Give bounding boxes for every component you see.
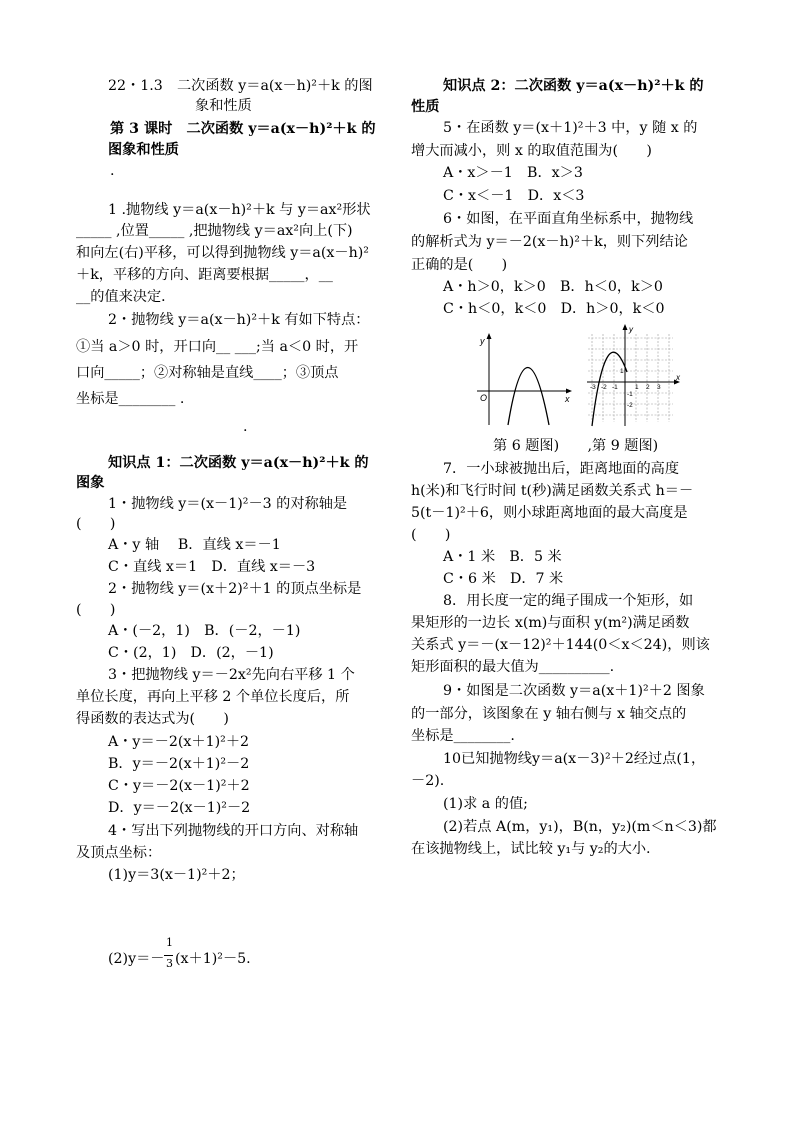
stray-dot: . xyxy=(243,419,248,435)
question-1-options-ab: A・y 轴 B．直线 x＝－1 xyxy=(108,537,281,553)
question-3-option-c: C・y＝－2(x－1)²＋2 xyxy=(108,778,250,794)
y-label: y xyxy=(480,336,485,346)
question-3-option-d: D．y＝－2(x－1)²－2 xyxy=(108,800,251,816)
tick-label: -2 xyxy=(627,402,633,409)
question-3-option-a: A・y＝－2(x＋1)²＋2 xyxy=(108,734,250,750)
question-5-options-ab: A・x＞－1 B．x＞3 xyxy=(443,165,583,181)
y-axis-arrow xyxy=(487,333,492,339)
question-4: 4・写出下列抛物线的开口方向、对称轴 xyxy=(108,823,359,839)
tick-label: 1 xyxy=(620,368,624,375)
question-8-line2: 果矩形的一边长 x(m)与面积 y(m²)满足函数 xyxy=(411,615,690,631)
question-5-line2: 增大而减小，则 x 的取值范围为( ) xyxy=(411,143,652,159)
question-5-options-cd: C・x＜－1 D．x＜3 xyxy=(443,188,585,204)
knowledge-point-1-cont: 图象 xyxy=(76,475,105,491)
figure-9 xyxy=(585,322,685,432)
lesson-title: 第 3 课时 二次函数 y＝a(x－h)²＋k 的 xyxy=(110,121,376,137)
fraction-bar xyxy=(164,955,173,956)
section-title-cont: 象和性质 xyxy=(195,98,252,114)
tick-label: -1 xyxy=(627,391,633,398)
question-1-bracket: ( ) xyxy=(76,516,116,532)
preview-2-line4: 坐标是________ . xyxy=(76,391,185,407)
question-2-options-ab: A・(－2，1) B．(－2，－1) xyxy=(108,623,301,639)
question-3: 3・把抛物线 y＝－2x²先向右平移 1 个 xyxy=(108,667,355,683)
question-8-line3: 关系式 y＝－(x－12)²＋144(0＜x＜24)，则该 xyxy=(411,637,710,653)
parabola xyxy=(508,368,549,426)
tick-label: -2 xyxy=(601,384,607,391)
question-7-bracket: ( ) xyxy=(411,527,451,543)
x-label: x xyxy=(565,394,570,404)
preview-1-line1: 1 .抛物线 y＝a(x－h)²＋k 与 y＝ax²形状 xyxy=(108,202,371,218)
question-6-options-ab: A・h＞0，k＞0 B．h＜0，k＞0 xyxy=(443,279,663,295)
question-6: 6・如图，在平面直角坐标系中，抛物线 xyxy=(443,211,694,227)
y-axis-arrow xyxy=(623,324,628,330)
question-4-line2: 及顶点坐标： xyxy=(76,845,162,861)
question-3-line3: 得函数的表达式为( ) xyxy=(76,711,229,727)
question-4-part-1: (1)y＝3(x－1)²＋2； xyxy=(108,867,245,883)
question-1: 1・抛物线 y＝(x－1)²－3 的对称轴是 xyxy=(108,496,348,512)
x-axis-arrow xyxy=(566,389,572,394)
origin-label: O xyxy=(480,393,488,403)
preview-1-line2: _____ ,位置_____ ,把抛物线 y＝ax²向上(下) xyxy=(76,223,353,239)
question-10-part-2-cont: 在该抛物线上，试比较 y₁与 y₂的大小. xyxy=(411,841,651,857)
question-6-line3: 正确的是( ) xyxy=(411,257,508,273)
question-10-line2: －2). xyxy=(411,773,445,789)
preview-2-line1: 2・抛物线 y＝a(x－h)²＋k 有如下特点： xyxy=(108,312,370,328)
question-6-line2: 的解析式为 y＝－2(x－h)²＋k，则下列结论 xyxy=(411,234,688,250)
fraction-numerator: 1 xyxy=(166,936,173,949)
question-7-options-ab: A・1 米 B．5 米 xyxy=(443,549,562,565)
question-7-line2: h(米)和飞行时间 t(秒)满足函数关系式 h＝－ xyxy=(411,483,694,499)
preview-2-line3: 口向_____；②对称轴是直线____；③顶点 xyxy=(76,365,339,381)
tick-label: 2 xyxy=(646,384,650,391)
x-label: x xyxy=(676,373,680,382)
question-9-line2: 的一部分，该图象在 y 轴右侧与 x 轴交点的 xyxy=(411,706,687,722)
question-7: 7．一小球被抛出后，距离地面的高度 xyxy=(443,461,680,477)
knowledge-point-2-cont: 性质 xyxy=(411,99,440,115)
question-10-part-2: (2)若点 A(m，y₁)，B(n，y₂)(m＜n＜3)都 xyxy=(443,819,717,835)
question-1-options-cd: C・直线 x＝1 D．直线 x＝－3 xyxy=(108,559,316,575)
question-3-line2: 单位长度，再向上平移 2 个单位长度后，所 xyxy=(76,689,350,705)
section-title: 22・1.3 二次函数 y＝a(x－h)²＋k 的图 xyxy=(108,78,373,94)
lesson-title-cont: 图象和性质 xyxy=(108,142,179,158)
y-label: y xyxy=(629,325,633,334)
tick-label: -1 xyxy=(612,384,618,391)
question-7-options-cd: C・6 米 D．7 米 xyxy=(443,571,564,587)
part-2-lhs: (2)y＝－ xyxy=(108,951,165,967)
tick-label: 3 xyxy=(657,384,661,391)
fraction-denominator: 3 xyxy=(166,957,173,970)
question-2-options-cd: C・(2，1) D．(2，－1) xyxy=(108,645,274,661)
preview-1-line4: ＋k，平移的方向、距离要根据_____，__ xyxy=(76,267,333,283)
question-10: 10已知抛物线y＝a(x－3)²＋2经过点(1， xyxy=(443,751,706,767)
question-5: 5・在函数 y＝(x＋1)²＋3 中，y 随 x 的 xyxy=(443,120,698,136)
figure-caption: 第 6 题图) ,第 9 题图) xyxy=(493,438,659,454)
question-8-line4: 矩形面积的最大值为__________. xyxy=(411,659,615,675)
stray-dot: . xyxy=(110,163,115,179)
question-2: 2・抛物线 y＝(x＋2)²＋1 的顶点坐标是 xyxy=(108,581,362,597)
figure-6 xyxy=(475,330,585,430)
question-9: 9・如图是二次函数 y＝a(x＋1)²＋2 图象 xyxy=(443,683,705,699)
knowledge-point-2: 知识点 2：二次函数 y＝a(x－h)²＋k 的 xyxy=(443,78,704,94)
preview-1-line5: __的值来决定． xyxy=(76,289,176,305)
tick-label: 1 xyxy=(635,384,639,391)
question-8: 8．用长度一定的绳子围成一个矩形，如 xyxy=(443,593,694,609)
preview-2-line2: ①当 a＞0 时，开口向__ ___;当 a＜0 时，开 xyxy=(76,339,359,355)
part-2-rhs: (x＋1)²－5. xyxy=(175,951,251,967)
question-2-bracket: ( ) xyxy=(76,602,116,618)
question-6-options-cd: C・h＜0，k＜0 D．h＞0，k＜0 xyxy=(443,301,665,317)
tick-label: -3 xyxy=(590,384,596,391)
preview-1-line3: 和向左(右)平移，可以得到抛物线 y＝a(x－h)² xyxy=(76,245,369,261)
question-7-line3: 5(t－1)²＋6，则小球距离地面的最大高度是 xyxy=(411,505,688,521)
question-3-option-b: B．y＝－2(x＋1)²－2 xyxy=(108,756,250,772)
question-9-line3: 坐标是________. xyxy=(411,728,515,744)
question-10-part-1: (1)求 a 的值; xyxy=(443,796,528,812)
knowledge-point-1: 知识点 1：二次函数 y＝a(x－h)²＋k 的 xyxy=(108,455,369,471)
